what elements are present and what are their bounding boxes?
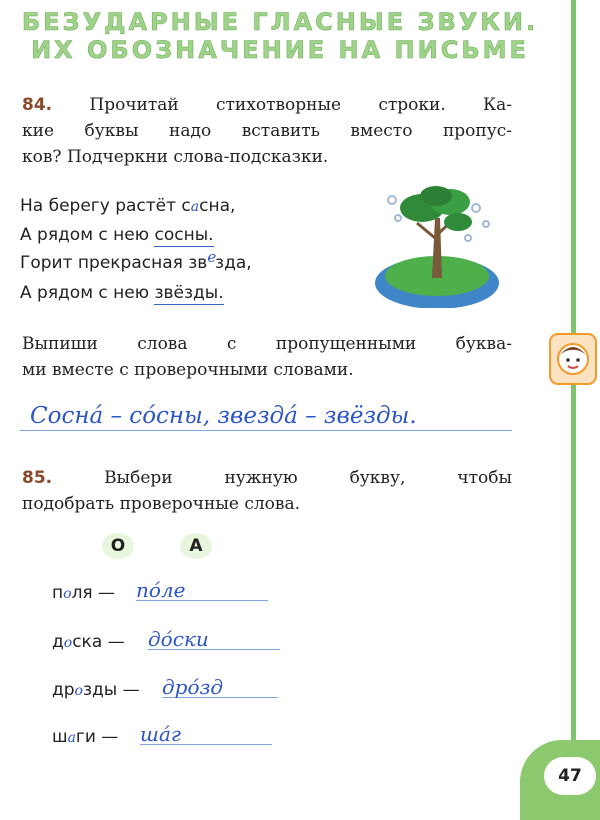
handwritten-answer-84: Сосна́ – со́сны, звезда́ – звёзды. bbox=[30, 403, 417, 429]
exercise-row-3: дрозды — bbox=[52, 680, 140, 700]
exercise-row-1: поля — bbox=[52, 583, 116, 603]
hint-word-zvezdy: звёзды. bbox=[154, 283, 224, 303]
tree-illustration bbox=[372, 178, 502, 308]
poem-line4: А рядом с нею звёзды. bbox=[20, 283, 224, 303]
task85-number: 85. bbox=[22, 468, 53, 488]
task85-instruction-line1: 85. Выбери нужную букву, чтобы bbox=[22, 468, 512, 488]
student-face-icon bbox=[549, 333, 597, 385]
exercise-row-2: доска — bbox=[52, 632, 125, 652]
task84-instruction2-line2: ми вместе с проверочными словами. bbox=[22, 360, 354, 380]
poem-line2: А рядом с нею сосны. bbox=[20, 225, 214, 245]
poem-line1: На берегу растёт сасна, bbox=[20, 196, 236, 216]
exercise-row-4: шаги — bbox=[52, 727, 119, 747]
hint-word-sosny: сосны. bbox=[154, 225, 214, 245]
poem bbox=[20, 192, 252, 307]
letter-choice-a: А bbox=[180, 533, 212, 559]
answer-field-4: ша́г bbox=[140, 722, 272, 745]
task84-instruction-line3: ков? Подчеркни слова-подсказки. bbox=[22, 147, 329, 167]
poem-line3: Горит прекрасная зв е зда, bbox=[20, 249, 252, 279]
answer-field-1: по́ле bbox=[136, 578, 268, 601]
page-title-line1: БЕЗУДАРНЫЕ ГЛАСНЫЕ ЗВУКИ. bbox=[21, 8, 539, 36]
task84-instruction-line2: кие буквы надо вставить вместо пропус- bbox=[22, 121, 512, 141]
task85-instruction-line2: подобрать проверочные слова. bbox=[22, 494, 301, 514]
answer-field-2: до́ски bbox=[148, 627, 280, 650]
answer-field-3: дро́зд bbox=[162, 675, 278, 698]
task84-instruction2-line1: Выпиши слова с пропущенными буква- bbox=[22, 334, 512, 354]
page-title-line2: ИХ ОБОЗНАЧЕНИЕ НА ПИСЬМЕ bbox=[31, 36, 529, 64]
handwritten-e: е bbox=[207, 248, 217, 266]
task84-number: 84. bbox=[22, 95, 53, 115]
right-margin-line bbox=[571, 0, 576, 800]
poem-gap-letter: а bbox=[190, 199, 200, 215]
letter-choice-o: О bbox=[102, 533, 134, 559]
writing-line-84 bbox=[20, 430, 512, 431]
task84-instruction-line1: 84. Прочитай стихотворные строки. Ка- bbox=[22, 95, 512, 115]
page-number: 47 bbox=[544, 757, 596, 795]
